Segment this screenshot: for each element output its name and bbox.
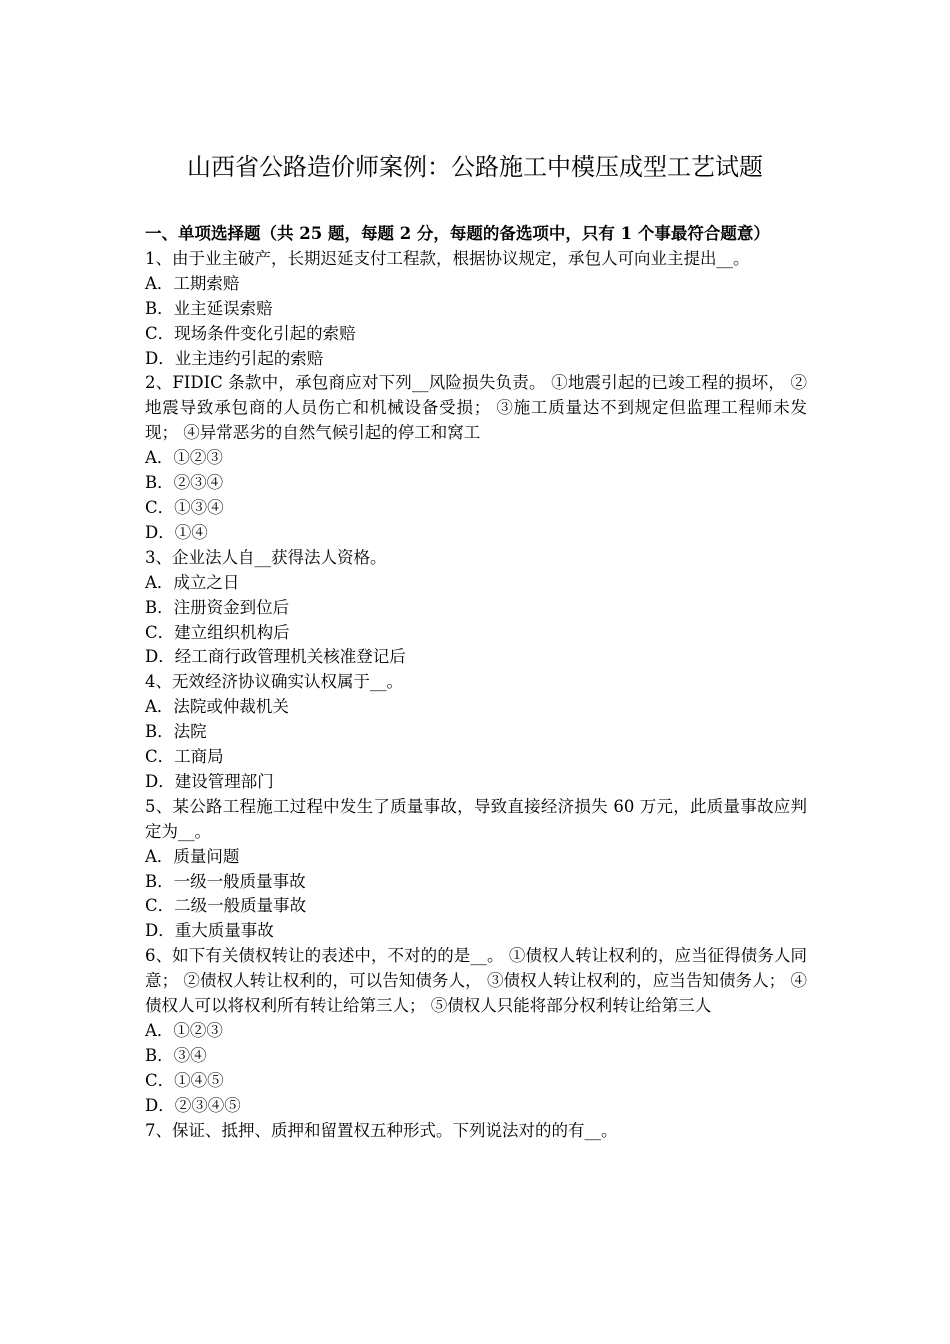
option-d: D．重大质量事故 (145, 921, 274, 941)
option-d: D．建设管理部门 (145, 771, 274, 791)
question-stem: 5、某公路工程施工过程中发生了质量事故，导致直接经济损失 60 万元，此质量事故应判定为__。 (145, 796, 807, 841)
document-title: 山西省公路造价师案例：公路施工中模压成型工艺试题 (187, 153, 763, 181)
question-stem: 7、保证、抵押、质押和留置权五种形式。下列说法对的的有__。 (145, 1120, 618, 1140)
question-4 (145, 670, 807, 795)
option-c: C．①③④ (145, 497, 224, 517)
option-b: B．②③④ (145, 473, 224, 493)
option-a: A．质量问题 (145, 846, 240, 866)
option-a: A．①②③ (145, 1021, 223, 1040)
question-2 (145, 371, 807, 545)
option-b: B．业主延误索赔 (145, 298, 273, 318)
option-a: A．①②③ (145, 448, 223, 468)
option-d: D．业主违约引起的索赔 (145, 348, 324, 368)
question-stem: 2、FIDIC 条款中，承包商应对下列__风险损失负责。 ①地震引起的已竣工程的损坏， ②地震导致承包商的人员伤亡和机械设备受损； ③施工质量达不到规定但监理工程师未发现； ④异常恶劣的自然气候引起的停工和窝工 (145, 373, 807, 443)
question-stem: 3、企业法人自__获得法人资格。 (145, 547, 387, 567)
document-body (145, 222, 807, 1144)
section-heading: 一、单项选择题（共 25 题，每题 2 分，每题的备选项中，只有 1 个事最符合题意） (145, 224, 770, 243)
option-a: A．法院或仲裁机关 (145, 697, 289, 717)
question-7 (145, 1119, 807, 1144)
option-d: D．②③④⑤ (145, 1095, 241, 1115)
option-c: C．①④⑤ (145, 1070, 224, 1090)
option-c: C．建立组织机构后 (145, 622, 290, 642)
option-c: C．现场条件变化引起的索赔 (145, 323, 356, 343)
option-b: B．一级一般质量事故 (145, 871, 306, 891)
option-a: A．成立之日 (145, 572, 240, 592)
question-1 (145, 247, 807, 372)
question-stem: 1、由于业主破产，长期迟延支付工程款，根据协议规定，承包人可向业主提出__。 (145, 248, 750, 268)
question-3 (145, 546, 807, 671)
option-d: D．①④ (145, 522, 208, 542)
option-a: A．工期索赔 (145, 273, 240, 293)
option-b: B．法院 (145, 722, 207, 742)
question-stem: 4、无效经济协议确实认权属于__。 (145, 672, 403, 692)
question-6 (145, 944, 807, 1118)
option-c: C．工商局 (145, 747, 224, 767)
option-b: B．注册资金到位后 (145, 597, 290, 617)
option-b: B．③④ (145, 1045, 207, 1065)
question-stem: 6、如下有关债权转让的表述中，不对的的是__。 ①债权人转让权利的，应当征得债务人同意； ②债权人转让权利的，可以告知债务人， ③债权人转让权利的，应当告知债务人； ④债权人可以将权利所有转让给第三人； ⑤债权人只能将部分权利转让给第三人 (145, 946, 807, 1016)
option-c: C．二级一般质量事故 (145, 896, 307, 916)
question-5 (145, 795, 807, 944)
option-d: D．经工商行政管理机关核准登记后 (145, 647, 406, 667)
